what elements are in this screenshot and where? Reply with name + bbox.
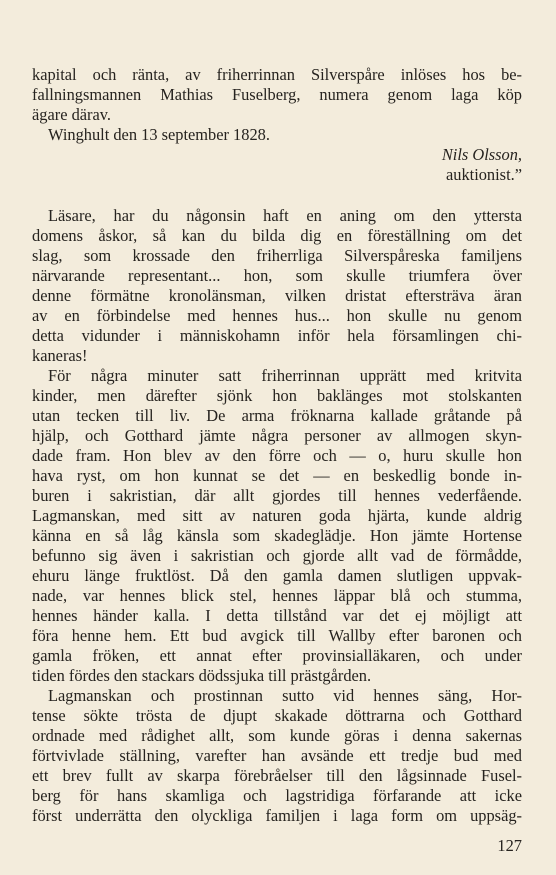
text-line: hennes händer kalla. I detta tillstånd var det ej möjligt att [32, 606, 522, 625]
dateline: Winghult den 13 september 1828. [48, 125, 270, 144]
text-line: fallningsmannen Mathias Fuselberg, numera genom laga köp [32, 85, 522, 104]
text-line: slag, som krossade den friherrliga Silverspåreska familjens [32, 246, 522, 265]
text-line: av en förbindelse med hennes hus... hon skulle nu genom [32, 306, 522, 325]
text-line: befunno sig även i sakristian och gjorde allt vad de förmådde, [32, 546, 522, 565]
text-line: hjälp, och Gotthard jämte några personer av allmogen skyn- [32, 426, 522, 445]
text-line: domens åskor, så kan du bilda dig en föreställning om det [32, 226, 522, 245]
text-line: dade fram. Hon blev av den förre och — o, huru skulle hon [32, 446, 522, 465]
text-line: känna en så låg känsla som skadeglädje. Hon jämte Hortense [32, 526, 522, 545]
text-line: tense sökte trösta de djupt skakade döttrarna och Gotthard [32, 706, 522, 725]
text-line: utan tecken till liv. De arma fröknarna kallade gråtande på [32, 406, 522, 425]
text-line: buren i sakristian, där allt gjordes till hennes vederfående. [32, 486, 522, 505]
text-line: detta vidunder i människohamn inför hela församlingen chi- [32, 326, 522, 345]
text-line: nade, var hennes blick stel, hennes läppar blå och stumma, [32, 586, 522, 605]
text-line: förtvivlade ställning, varefter han avsände ett tredje bud med [32, 746, 522, 765]
text-line: Lagmanskan, med sitt av naturen goda hjärta, kunde aldrig [32, 506, 522, 525]
text-line: kapital och ränta, av friherrinnan Silverspåre inlöses hos be- [32, 65, 522, 84]
text-line: berg för hans skamliga och lagstridiga förfarande att icke [32, 786, 522, 805]
signature-name: Nils Olsson, [441, 145, 522, 164]
text-line: föra henne hem. Ett bud avgick till Wallby efter baronen och [32, 626, 522, 645]
text-line: kaneras! [32, 346, 88, 365]
text-line: hava ryst, om hon kunnat se det — en beskedlig bonde in- [32, 466, 522, 485]
page-number: 127 [497, 836, 522, 855]
text-line: ordnade med rådighet allt, som kunde göras i denna sakernas [32, 726, 522, 745]
text-line: Läsare, har du någonsin haft en aning om den yttersta [48, 206, 522, 225]
text-line: närvarande representant... hon, som skulle triumfera över [32, 266, 522, 285]
text-line: kinder, men därefter sjönk hon baklänges mot stolskanten [32, 386, 522, 405]
text-line: denne förmätne kronolänsman, vilken dristat eftersträva äran [32, 286, 522, 305]
text-line: gamla fröken, ett annat efter provinsialläkaren, och under [32, 646, 522, 665]
signature-title: auktionist.” [445, 165, 522, 184]
text-line: ägare därav. [32, 105, 112, 124]
text-line: först underrätta den olyckliga familjen i laga form om uppsäg- [32, 806, 522, 825]
text-line: tiden fördes den stackars dödssjuka till prästgården. [32, 666, 372, 685]
text-line: För några minuter satt friherrinnan upprätt med kritvita [48, 366, 522, 385]
text-line: ehuru länge fruktlöst. Då den gamla damen slutligen uppvak- [32, 566, 522, 585]
text-line: ett brev fullt av skarpa förebråelser till den lågsinnade Fusel- [32, 766, 522, 785]
text-line: Lagmanskan och prostinnan sutto vid hennes säng, Hor- [48, 686, 522, 705]
